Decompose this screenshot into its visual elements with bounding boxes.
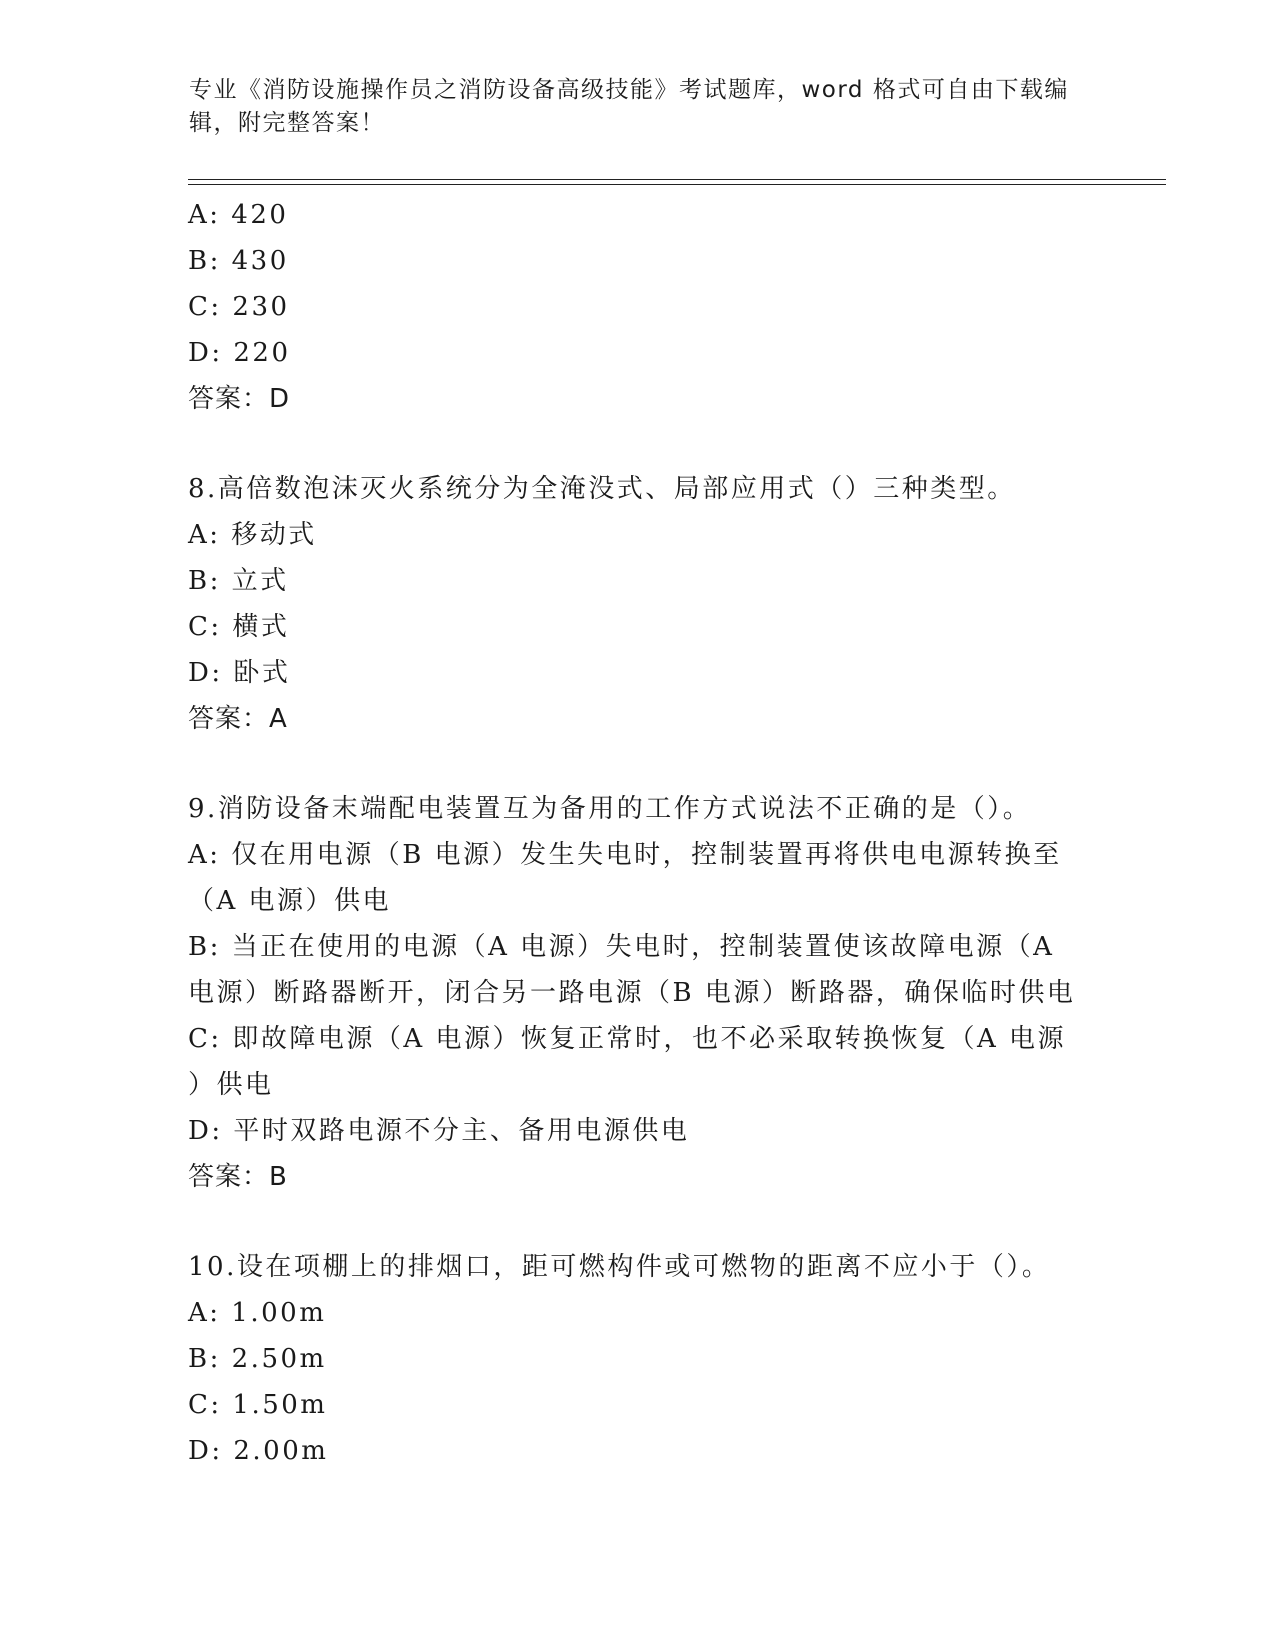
- option-b-line-2: 电源）断路器断开，闭合另一路电源（B 电源）断路器，确保临时供电: [188, 978, 1076, 1008]
- spacer: [188, 422, 1088, 466]
- option-a: A: 移动式: [188, 520, 317, 550]
- option-c: C: 1.50m: [188, 1390, 328, 1420]
- option-b: B: 430: [188, 246, 289, 276]
- answer: 答案：A: [188, 704, 288, 734]
- option-b: B: 2.50m: [188, 1344, 327, 1374]
- question-7: [188, 192, 1088, 422]
- option-d: D: 平时双路电源不分主、备用电源供电: [188, 1116, 690, 1146]
- question-10: [188, 1244, 1088, 1474]
- header-divider-top: [188, 179, 1166, 180]
- option-c-line-1: C: 即故障电源（A 电源）恢复正常时，也不必采取转换恢复（A 电源: [188, 1024, 1067, 1054]
- option-b: B: 立式: [188, 566, 289, 596]
- option-c: C: 横式: [188, 612, 290, 642]
- option-d: D: 2.00m: [188, 1436, 329, 1466]
- question-list: [188, 192, 1088, 1474]
- question-8: [188, 466, 1088, 742]
- option-a: A: 1.00m: [188, 1298, 327, 1328]
- answer: 答案：D: [188, 384, 291, 414]
- option-a-line-1: A: 仅在用电源（B 电源）发生失电时，控制装置再将供电电源转换至: [188, 840, 1062, 870]
- spacer: [188, 1200, 1088, 1244]
- question-text: 10.设在项棚上的排烟口，距可燃构件或可燃物的距离不应小于（）。: [188, 1252, 1051, 1282]
- answer: 答案：B: [188, 1162, 288, 1192]
- option-c-line-2: ）供电: [188, 1070, 274, 1100]
- option-d: D: 220: [188, 338, 291, 368]
- option-b-line-1: B: 当正在使用的电源（A 电源）失电时，控制装置使该故障电源（A: [188, 932, 1055, 962]
- question-9: [188, 786, 1088, 1200]
- header-line-1: 专业《消防设施操作员之消防设备高级技能》考试题库，word 格式可自由下载编: [189, 77, 1069, 103]
- spacer: [188, 742, 1088, 786]
- option-a: A: 420: [188, 200, 289, 230]
- document-header: [189, 74, 1089, 140]
- option-a-line-2: （A 电源）供电: [188, 886, 392, 916]
- header-line-2: 辑，附完整答案！: [189, 110, 385, 136]
- header-divider-bottom: [188, 184, 1166, 185]
- option-c: C: 230: [188, 292, 290, 322]
- option-d: D: 卧式: [188, 658, 291, 688]
- question-text: 9.消防设备末端配电装置互为备用的工作方式说法不正确的是（）。: [188, 794, 1032, 824]
- question-text: 8.高倍数泡沫灭火系统分为全淹没式、局部应用式（）三种类型。: [188, 474, 1016, 504]
